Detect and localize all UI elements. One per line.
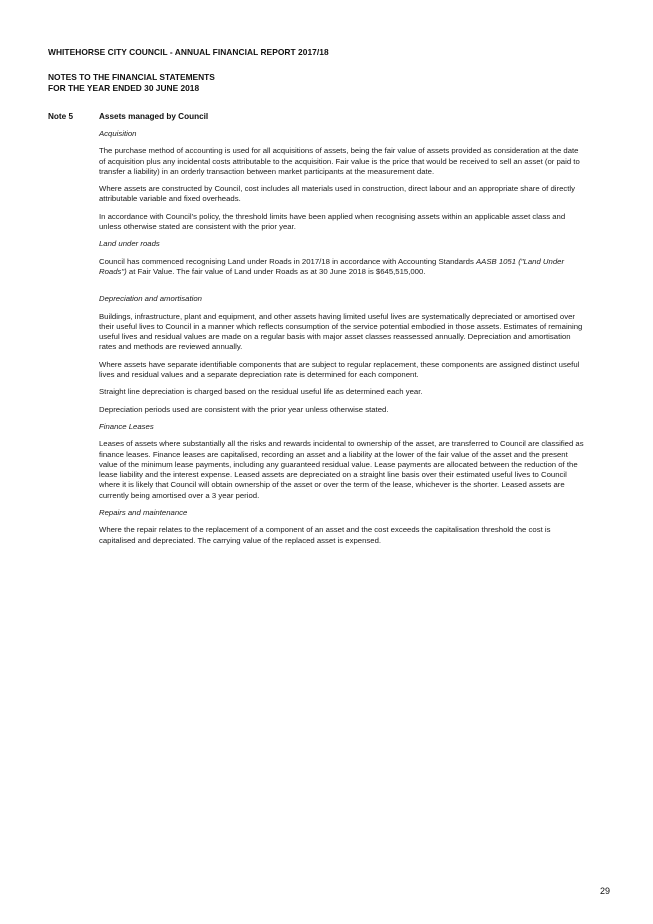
depreciation-paragraph-2: Where assets have separate identifiable components that are subject to regular replacement, these components are assigned distinct useful lives and residual values and a separate depreciation rate is determined for each component.	[99, 359, 580, 380]
page-number: 29	[600, 886, 611, 896]
repairs-paragraph: Where the repair relates to the replacement of a component of an asset and the cost exceeds the capitalisation threshold the cost is capitalised and depreciated. The carrying value of the replaced asset is expensed.	[99, 525, 551, 545]
notes-heading-line2: FOR THE YEAR ENDED 30 JUNE 2018	[48, 83, 200, 93]
finance-leases-heading: Finance Leases	[99, 421, 154, 431]
repairs-heading: Repairs and maintenance	[99, 508, 188, 518]
acquisition-heading: Acquisition	[99, 129, 137, 138]
acquisition-paragraph-2: Where assets are constructed by Council, cost includes all materials used in construction, direct labour and an appropriate share of directly attributable variable and fixed overheads.	[99, 184, 576, 204]
note-title: Assets managed by Council	[99, 112, 209, 121]
finance-leases-paragraph: Leases of assets where substantially all the risks and rewards incidental to ownership of the asset, are transferred to Council are classified as finance leases. Finance leases are capitalised, recording an asset and a liability at the lower of the fair value of the asset and the present value of the minimum lease payments, including any guaranteed residual value. Lease payments are allocated between the reduction of the lease liability and the interest expense. Leased assets are depreciated on a straight line basis over their estimated useful lives to Council where it is likely that Council will obtain ownership of the asset or over the term of the lease, whichever is the shorter. Leased assets are currently being amortised over a 3 year period.	[99, 439, 584, 500]
land-under-roads-paragraph	[99, 257, 585, 278]
land-text-a: Council has commenced recognising Land under Roads in 2017/18 in accordance with Accounting Standards	[99, 256, 476, 266]
land-under-roads-heading: Land under roads	[99, 239, 160, 249]
note-body	[99, 129, 585, 553]
acquisition-paragraph-1: The purchase method of accounting is used for all acquisitions of assets, being the fair value of assets provided as consideration at the date of acquisition plus any incidental costs attributable to the acquisition. Fair value is the price that would be received to sell an asset (or paid to transfer a liability) in an orderly transaction between market participants at the measurement date.	[99, 146, 580, 176]
depreciation-paragraph-1: Buildings, infrastructure, plant and equipment, and other assets having limited useful lives are systematically depreciated or amortised over their useful lives to Council in a manner which reflects consumption of the service potential embodied in those assets. Estimates of remaining useful lives and residual values are made on a regular basis with major asset classes reassessed annually. Depreciation and amortisation rates and methods are reviewed annually.	[99, 311, 583, 352]
note-heading	[48, 112, 208, 121]
depreciation-paragraph-4: Depreciation periods used are consistent with the prior year unless otherwise stated.	[99, 404, 389, 414]
notes-heading-line1: NOTES TO THE FINANCIAL STATEMENTS	[48, 72, 215, 82]
land-text-b: at Fair Value. The fair value of Land under Roads as at 30 June 2018 is $645,515,000.	[126, 266, 426, 276]
note-number: Note 5	[48, 112, 74, 121]
report-title: WHITEHORSE CITY COUNCIL - ANNUAL FINANCIAL REPORT 2017/18	[48, 47, 329, 57]
depreciation-heading: Depreciation and amortisation	[99, 294, 202, 304]
land-standard-name: AASB 1051 ("Land Under Roads")	[99, 256, 565, 276]
notes-heading	[48, 72, 215, 94]
acquisition-paragraph-3: In accordance with Council's policy, the threshold limits have been applied when recognising assets within an applicable asset class and unless otherwise stated are consistent with the prior year.	[99, 211, 566, 232]
depreciation-paragraph-3: Straight line depreciation is charged based on the residual useful life as determined each year.	[99, 387, 423, 397]
